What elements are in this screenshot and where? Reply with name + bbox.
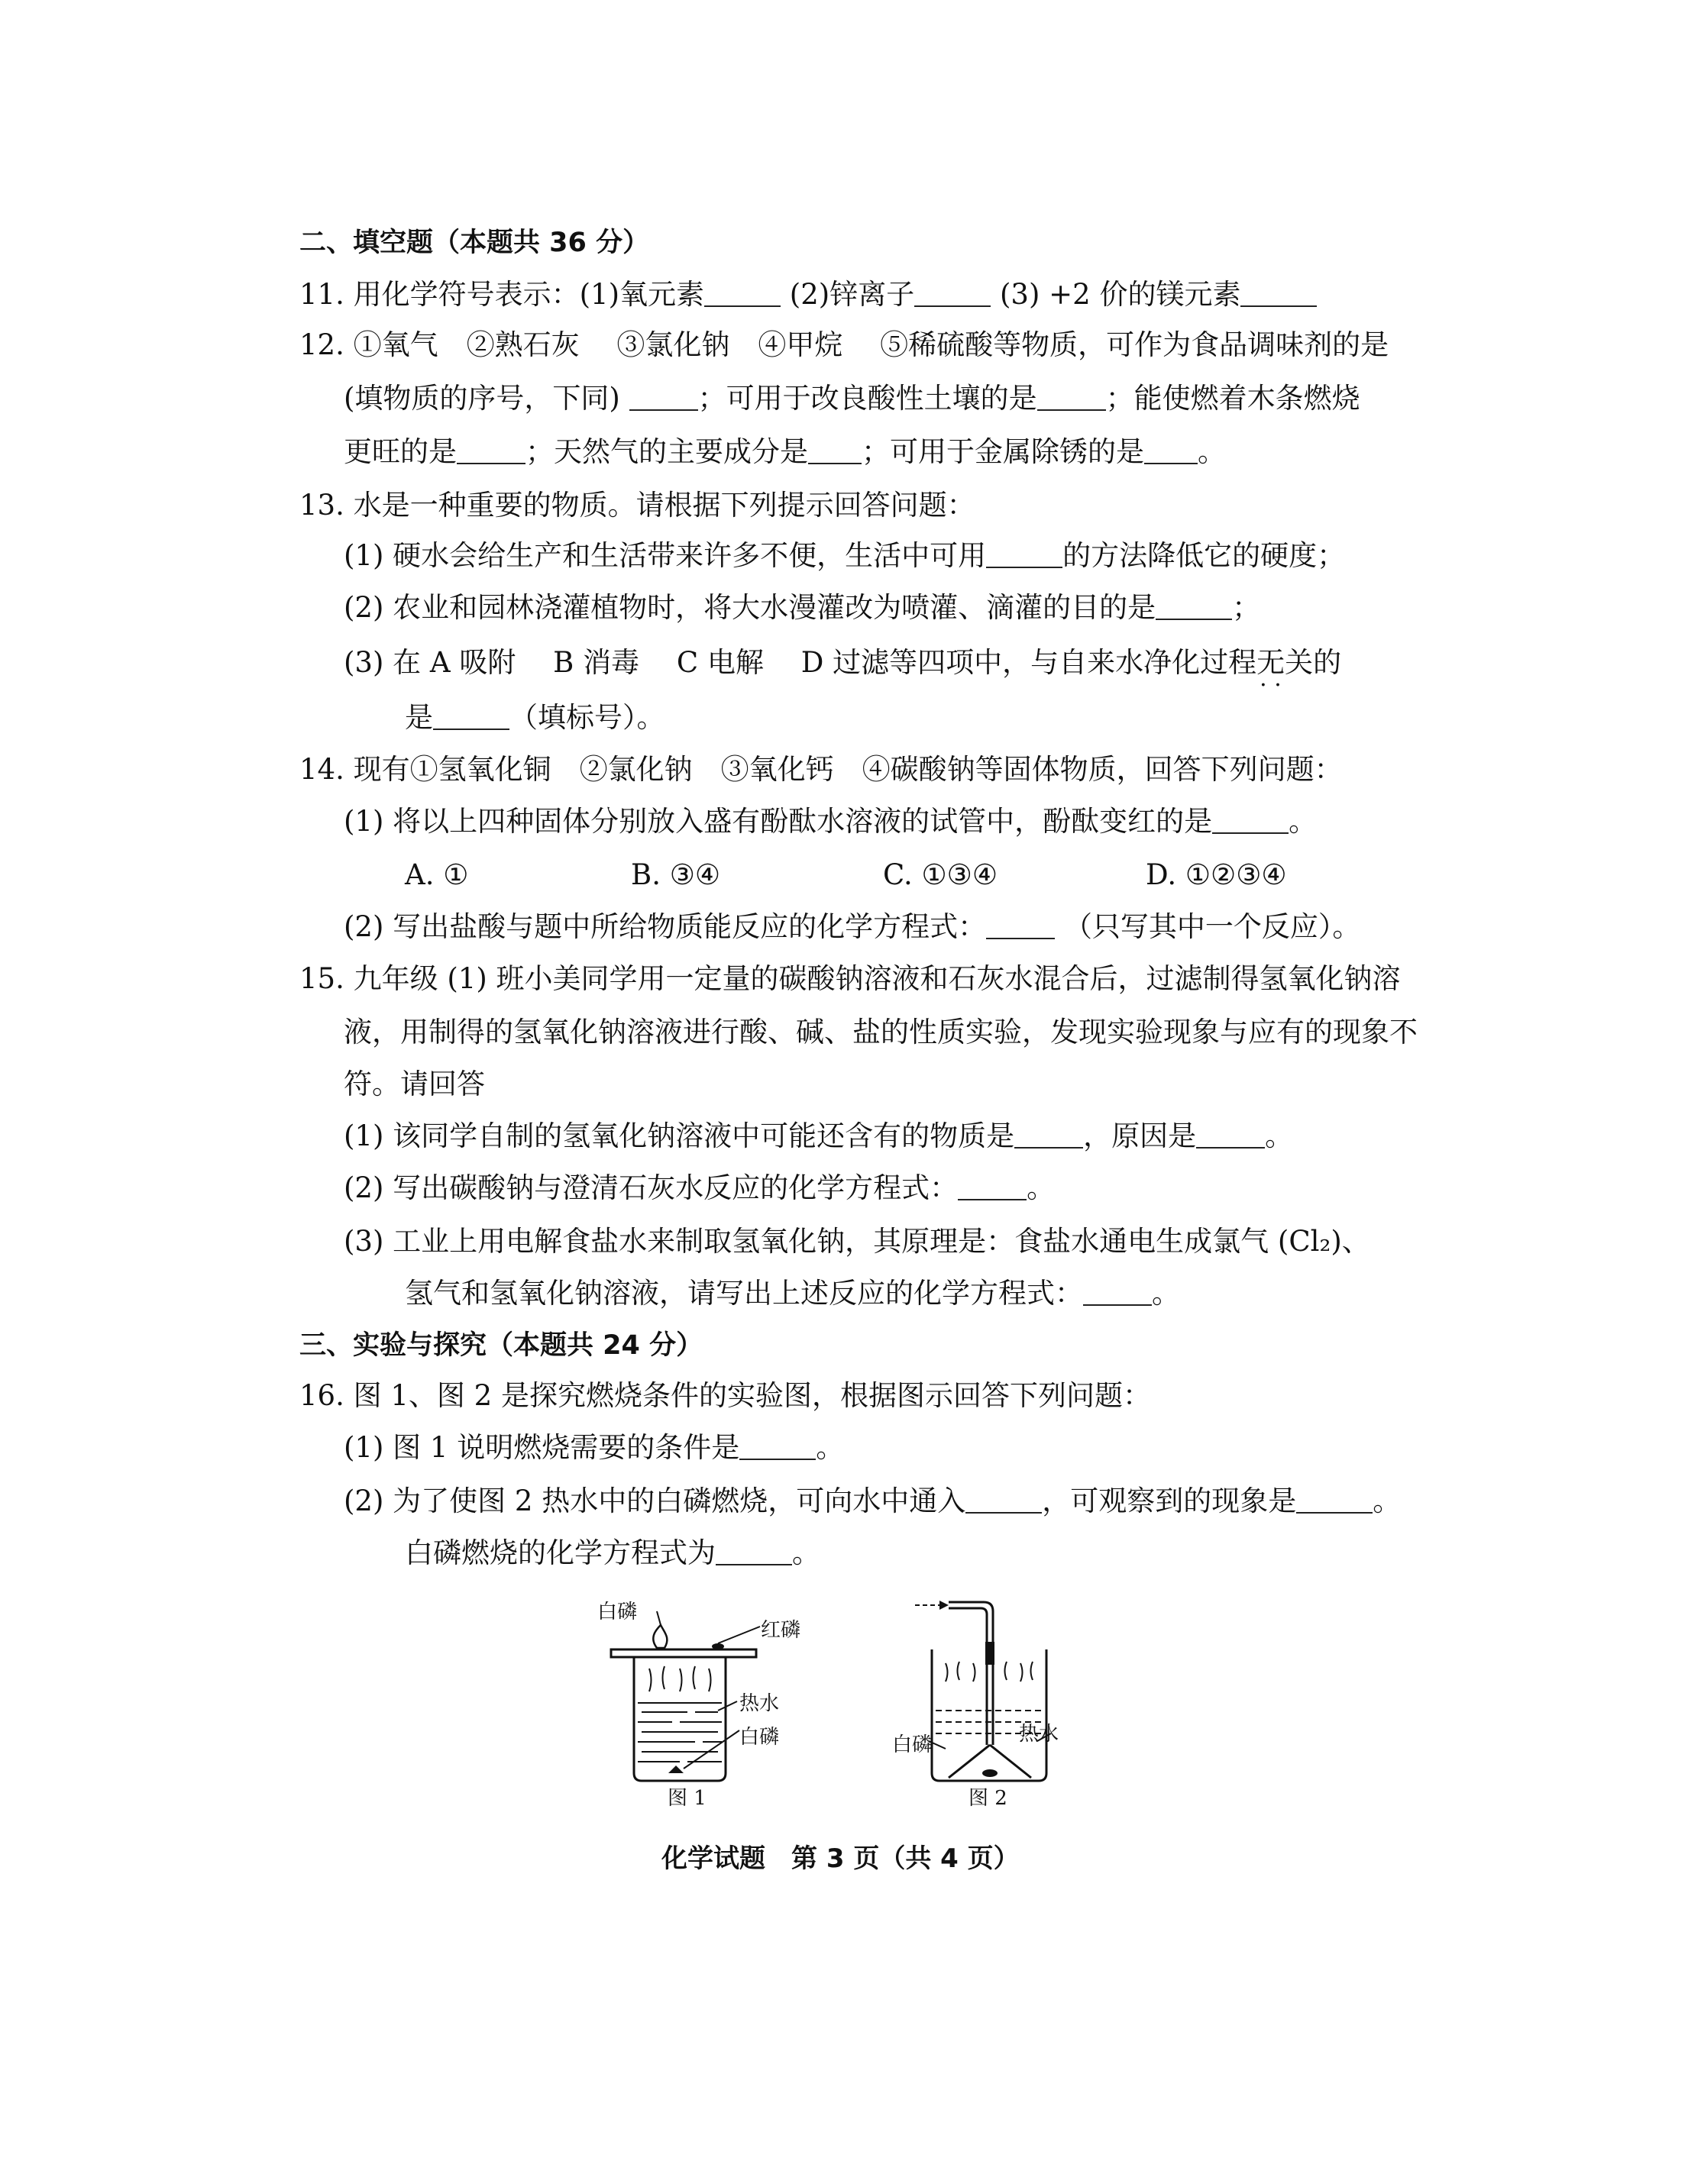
q11-part-a: 11. 用化学符号表示：(1)氧元素	[299, 278, 705, 311]
copper-plate	[611, 1649, 756, 1657]
q13-text: 的	[1313, 646, 1342, 679]
question-14-part-1	[344, 805, 1317, 838]
question-16-part-2	[344, 1485, 1401, 1518]
q15-text: ，原因是	[1083, 1119, 1197, 1152]
q14-text: （只写其中一个反应）。	[1063, 910, 1361, 943]
question-14-intro: 14. 现有①氢氧化铜 ②氯化钠 ③氧化钙 ④碳酸钠等固体物质，回答下列问题：	[299, 753, 1343, 786]
answer-blank[interactable]	[457, 437, 525, 464]
question-15-line-3: 符。请回答	[344, 1068, 485, 1100]
q13-text: (3) 在 A 吸附 B 消毒 C 电解 D 过滤等四项中，与自来水净化过程	[344, 646, 1257, 679]
answer-blank[interactable]	[808, 437, 862, 464]
figure-1-label-hot-water: 热水	[739, 1692, 780, 1715]
option-a[interactable]: A. ①	[405, 858, 469, 891]
q14-text: 。	[1289, 805, 1318, 838]
answer-blank[interactable]	[1014, 1121, 1083, 1149]
question-12-line-2	[344, 382, 1360, 415]
question-13-part-2	[344, 591, 1260, 625]
q15-text: 。	[1265, 1119, 1294, 1152]
question-15-part-1	[344, 1119, 1293, 1153]
question-15-part-2	[344, 1171, 1055, 1205]
q15-text: 。	[1152, 1277, 1180, 1310]
answer-blank[interactable]	[1212, 806, 1289, 834]
q11-part-b: (2)锌离子	[789, 278, 915, 311]
q13-text: (2) 农业和园林浇灌植物时，将大水漫灌改为喷灌、滴灌的目的是	[344, 591, 1156, 624]
option-b[interactable]: B. ③④	[631, 858, 721, 891]
q16-text: 。	[816, 1431, 845, 1464]
q13-text: （填标号）。	[509, 701, 665, 734]
q16-text: 白磷燃烧的化学方程式为	[405, 1536, 716, 1569]
question-16-intro: 16. 图 1、图 2 是探究燃烧条件的实验图，根据图示回答下列问题：	[299, 1379, 1151, 1412]
question-16-part-2-cont	[405, 1536, 820, 1570]
answer-blank[interactable]	[986, 541, 1062, 568]
question-12-line-1: 12. ①氧气 ②熟石灰 ③氯化钠 ④甲烷 ⑤稀硫酸等物质，可作为食品调味剂的是	[299, 328, 1389, 361]
question-11	[299, 278, 1317, 312]
q12-text: ；能使燃着木条燃烧	[1105, 382, 1360, 415]
q12-text: 。	[1198, 435, 1226, 468]
figure-1-label-white-phosphorus: 白磷	[739, 1726, 780, 1749]
q13-text: ；	[1232, 591, 1261, 624]
answer-blank[interactable]	[914, 279, 991, 307]
q14-text: (1) 将以上四种固体分别放入盛有酚酞水溶液的试管中，酚酞变红的是	[344, 805, 1213, 838]
q12-text: ；可用于改良酸性土壤的是	[697, 382, 1037, 415]
question-13-intro: 13. 水是一种重要的物质。请根据下列提示回答问题：	[299, 489, 975, 522]
answer-blank[interactable]	[739, 1433, 816, 1460]
q16-text: (2) 为了使图 2 热水中的白磷燃烧，可向水中通入	[344, 1485, 966, 1517]
q14-text: (2) 写出盐酸与题中所给物质能反应的化学方程式：	[344, 910, 987, 943]
answer-blank[interactable]	[716, 1538, 792, 1565]
figure-2-label-hot-water: 热水	[1019, 1723, 1059, 1746]
emphasis-text: 无关 · ·	[1256, 646, 1313, 679]
question-13-part-3-cont	[405, 701, 665, 735]
q15-text: (1) 该同学自制的氢氧化钠溶液中可能还含有的物质是	[344, 1119, 1015, 1152]
white-phosphorus-bottom	[668, 1766, 684, 1773]
answer-blank[interactable]	[986, 912, 1055, 939]
answer-blank[interactable]	[1296, 1486, 1373, 1514]
q12-text: (填物质的序号，下同)	[344, 382, 620, 415]
figure-1-label-red-phosphorus: 红磷	[761, 1619, 801, 1642]
q16-text: ，可观察到的现象是	[1042, 1485, 1297, 1517]
beaker	[932, 1649, 1046, 1781]
question-13-part-3	[344, 646, 1341, 680]
steam-lines	[649, 1666, 711, 1691]
q13-text: 是	[405, 701, 433, 734]
q13-text: 的方法降低它的硬度；	[1062, 539, 1346, 572]
figure-1-label-white-phosphorus-top: 白磷	[597, 1601, 638, 1623]
q11-part-c: (3) +2 价的镁元素	[999, 278, 1241, 311]
figure-2-beaker-diagram	[901, 1596, 1085, 1802]
glass-tube	[949, 1602, 993, 1745]
question-12-line-3	[344, 435, 1226, 469]
answer-blank[interactable]	[1196, 1121, 1265, 1149]
flame-icon	[653, 1625, 667, 1648]
q15-text: 。	[1027, 1171, 1056, 1204]
question-15-part-3-cont	[405, 1277, 1180, 1310]
q12-text: 更旺的是	[344, 435, 457, 468]
white-phosphorus	[982, 1769, 998, 1777]
option-d[interactable]: D. ①②③④	[1146, 858, 1287, 891]
question-14-part-2	[344, 910, 1360, 944]
q12-text: ；天然气的主要成分是	[525, 435, 808, 468]
q16-text: 。	[792, 1536, 820, 1569]
question-15-line-1: 15. 九年级 (1) 班小美同学用一定量的碳酸钠溶液和石灰水混合后，过滤制得氢氧化钠溶	[299, 962, 1401, 995]
q13-text: (1) 硬水会给生产和生活带来许多不便，生活中可用	[344, 539, 987, 572]
section-title-experiment: 三、实验与探究（本题共 24 分）	[299, 1330, 703, 1361]
q16-text: 。	[1373, 1485, 1402, 1517]
page-footer: 化学试题 第 3 页（共 4 页）	[661, 1843, 1020, 1874]
figure-2-caption: 图 2	[968, 1787, 1007, 1810]
q15-text: (2) 写出碳酸钠与澄清石灰水反应的化学方程式：	[344, 1171, 959, 1204]
question-16-part-1	[344, 1431, 844, 1465]
q12-text: ；可用于金属除锈的是	[862, 435, 1144, 468]
answer-blank[interactable]	[1083, 1278, 1152, 1306]
hot-water	[638, 1703, 722, 1762]
figure-1-caption: 图 1	[668, 1787, 707, 1810]
answer-blank[interactable]	[965, 1486, 1042, 1514]
answer-blank[interactable]	[1144, 437, 1198, 464]
answer-blank[interactable]	[1240, 279, 1317, 307]
answer-blank[interactable]	[629, 383, 698, 411]
q16-text: (1) 图 1 说明燃烧需要的条件是	[344, 1431, 740, 1464]
question-13-part-1	[344, 539, 1345, 573]
option-c[interactable]: C. ①③④	[883, 858, 998, 891]
answer-blank[interactable]	[433, 703, 509, 730]
q15-text: 氢气和氢氧化钠溶液，请写出上述反应的化学方程式：	[405, 1277, 1083, 1310]
answer-blank[interactable]	[1037, 383, 1106, 411]
figure-2-label-white-phosphorus: 白磷	[892, 1733, 933, 1756]
question-15-line-2: 液，用制得的氢氧化钠溶液进行酸、碱、盐的性质实验，发现实验现象与应有的现象不	[344, 1016, 1418, 1048]
question-15-part-3: (3) 工业上用电解食盐水来制取氢氧化钠，其原理是：食盐水通电生成氯气 (Cl₂)、	[344, 1225, 1370, 1258]
answer-blank[interactable]	[958, 1173, 1027, 1200]
red-phosphorus	[712, 1643, 724, 1649]
answer-blank[interactable]	[704, 279, 781, 307]
section-title-fill-in: 二、填空题（本题共 36 分）	[299, 228, 650, 258]
answer-blank[interactable]	[1156, 593, 1232, 620]
